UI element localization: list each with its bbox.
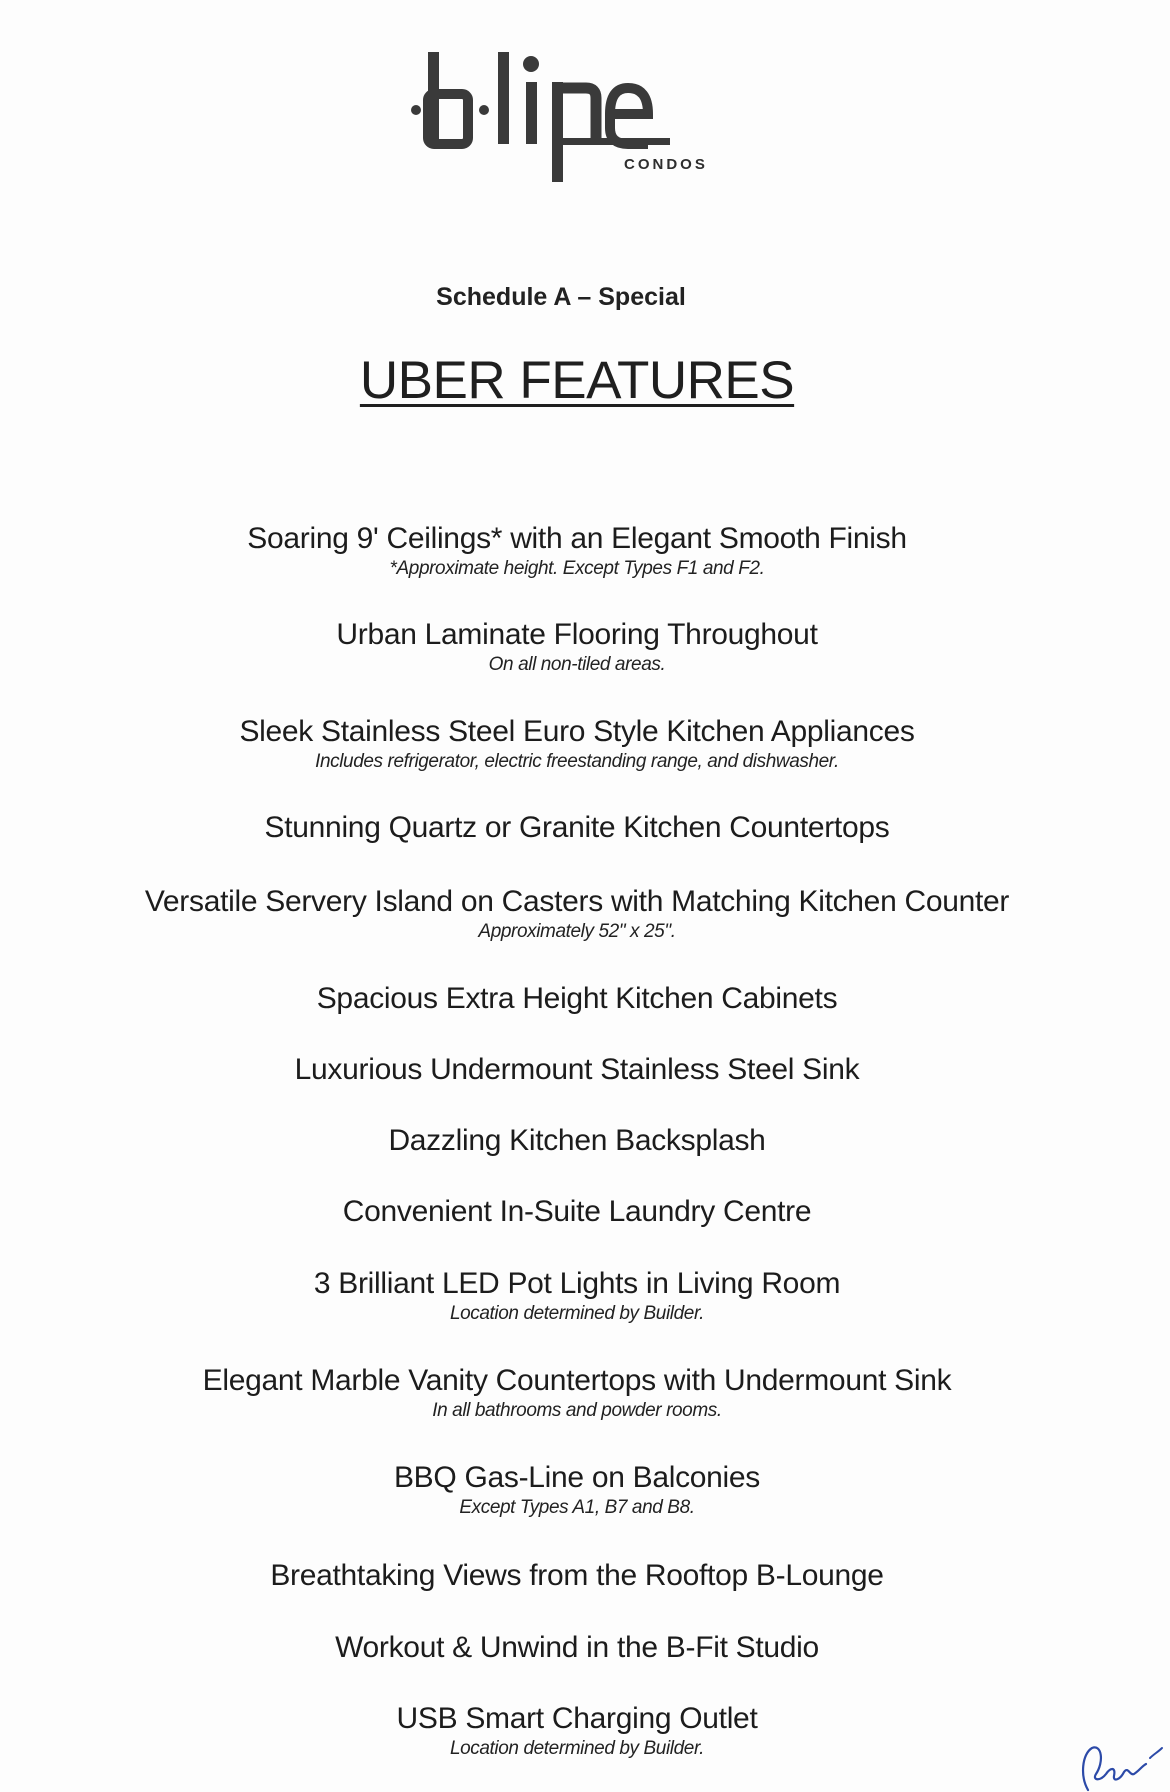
feature-title: Convenient In-Suite Laundry Centre: [342, 1195, 812, 1228]
feature-item: [0, 1194, 1154, 1230]
feature-title: Versatile Servery Island on Casters with Matching Kitchen Counter: [144, 885, 1010, 918]
feature-note: Location determined by Builder.: [449, 1303, 705, 1324]
feature-title: Elegant Marble Vanity Countertops with Undermount Sink: [202, 1364, 952, 1397]
feature-item: [0, 714, 1154, 774]
feature-item: [0, 1701, 1154, 1761]
feature-title: USB Smart Charging Outlet: [396, 1702, 758, 1735]
feature-item: [0, 1266, 1154, 1326]
feature-title: Breathtaking Views from the Rooftop B-Lounge: [270, 1559, 884, 1592]
feature-note: On all non-tiled areas.: [488, 654, 666, 675]
feature-note: Includes refrigerator, electric freestanding range, and dishwasher.: [315, 751, 839, 772]
schedule-heading: Schedule A – Special: [436, 283, 686, 311]
feature-title: BBQ Gas-Line on Balconies: [393, 1461, 761, 1494]
feature-item: [0, 1460, 1154, 1520]
feature-title: Spacious Extra Height Kitchen Cabinets: [316, 982, 838, 1015]
feature-title: Sleek Stainless Steel Euro Style Kitchen Appliances: [239, 715, 915, 748]
feature-item: [0, 521, 1154, 581]
feature-title: Workout & Unwind in the B-Fit Studio: [335, 1631, 819, 1664]
feature-note: *Approximate height. Except Types F1 and F2.: [389, 558, 765, 579]
feature-note: In all bathrooms and powder rooms.: [432, 1400, 722, 1421]
feature-note: Approximately 52" x 25".: [478, 921, 676, 942]
feature-title: Dazzling Kitchen Backsplash: [388, 1124, 766, 1157]
feature-title: Luxurious Undermount Stainless Steel Sink: [294, 1053, 860, 1086]
feature-item: [0, 1123, 1154, 1159]
bline-condos-logo: [410, 44, 740, 184]
page-title: [0, 350, 1154, 411]
page-title-text: UBER FEATURES: [359, 351, 795, 410]
feature-item: [0, 1630, 1154, 1666]
feature-item: [0, 1052, 1154, 1088]
feature-note: Except Types A1, B7 and B8.: [459, 1497, 695, 1518]
feature-title: 3 Brilliant LED Pot Lights in Living Room: [313, 1267, 841, 1300]
feature-title: Soaring 9' Ceilings* with an Elegant Smooth Finish: [247, 522, 907, 555]
feature-item: [0, 617, 1154, 677]
logo-condos-text: CONDOS: [624, 156, 708, 173]
feature-note: Location determined by Builder.: [449, 1738, 705, 1759]
feature-title: Urban Laminate Flooring Throughout: [336, 618, 818, 651]
feature-item: [0, 810, 1154, 846]
feature-item: [0, 981, 1154, 1017]
feature-title: Stunning Quartz or Granite Kitchen Countertops: [264, 811, 890, 844]
feature-item: [0, 884, 1154, 944]
handwritten-signature: [1070, 1736, 1170, 1792]
feature-item: [0, 1363, 1154, 1423]
feature-item: [0, 1558, 1154, 1594]
